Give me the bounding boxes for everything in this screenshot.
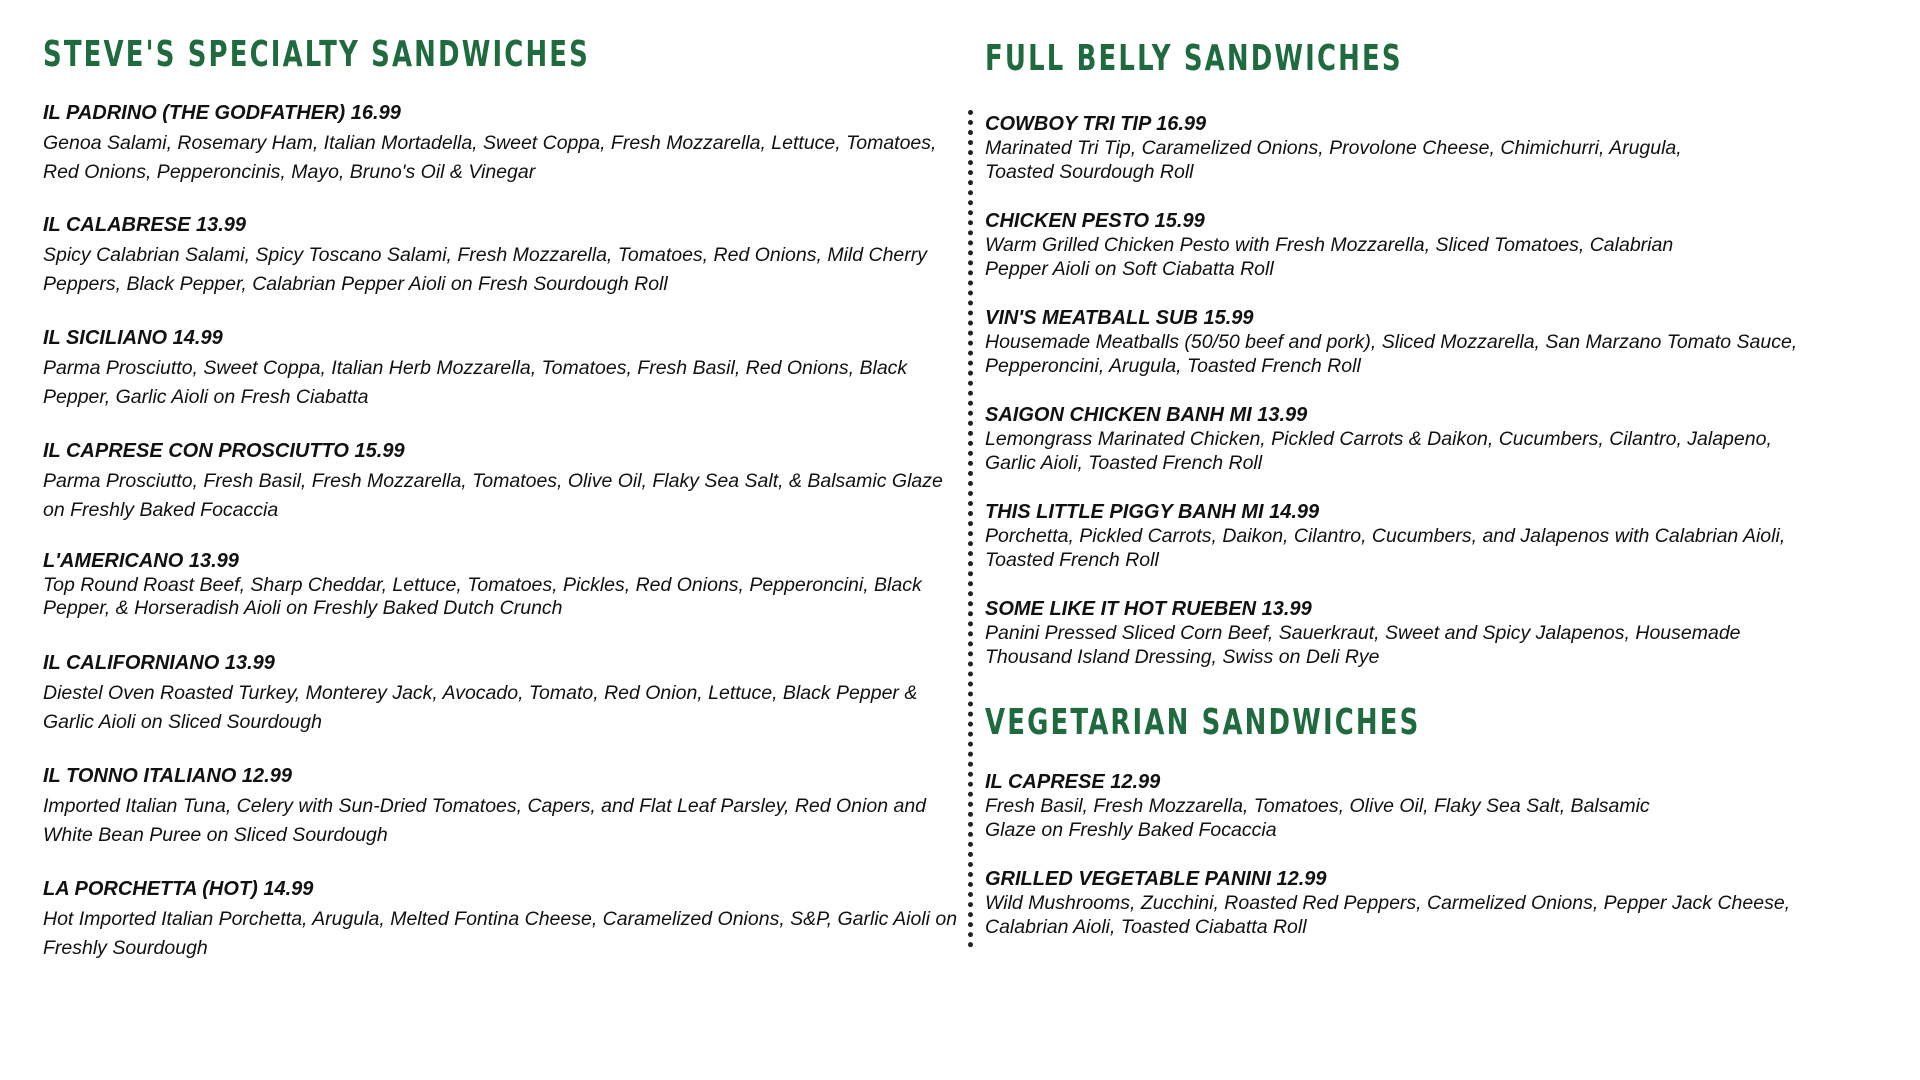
- menu-item-title: THIS LITTLE PIGGY BANH MI 14.99: [985, 501, 1320, 523]
- menu-item-description: Parma Prosciutto, Fresh Basil, Fresh Mozzarella, Tomatoes, Olive Oil, Flaky Sea Salt, & Balsamic Glaze on Freshly Baked Focaccia: [43, 470, 943, 521]
- menu-item-description: Wild Mushrooms, Zucchini, Roasted Red Peppers, Carmelized Onions, Pepper Jack Cheese, Calabrian Aioli, Toasted Ciabatta Roll: [985, 892, 1791, 938]
- menu-item-description: Marinated Tri Tip, Caramelized Onions, Provolone Cheese, Chimichurri, Arugula, Toasted Sourdough Roll: [985, 137, 1682, 183]
- menu-item-title: GRILLED VEGETABLE PANINI 12.99: [985, 868, 1327, 890]
- menu-item-title: SOME LIKE IT HOT RUEBEN 13.99: [985, 598, 1312, 620]
- menu-item-description: Fresh Basil, Fresh Mozzarella, Tomatoes, Olive Oil, Flaky Sea Salt, Balsamic Glaze on Freshly Baked Focaccia: [985, 795, 1650, 841]
- menu-item-title: VIN'S MEATBALL SUB 15.99: [985, 307, 1254, 329]
- menu-item-description: Parma Prosciutto, Sweet Coppa, Italian Herb Mozzarella, Tomatoes, Fresh Basil, Red Onions, Black Pepper, Garlic Aioli on Fresh Ciabatta: [43, 357, 908, 408]
- menu-item: [985, 209, 1885, 281]
- menu-item: [43, 100, 963, 187]
- menu-item: [985, 597, 1885, 669]
- menu-item-title: IL CALABRESE 13.99: [43, 214, 247, 236]
- menu-item-title: IL PADRINO (THE GODFATHER) 16.99: [43, 102, 401, 124]
- full-belly-sandwiches-heading: FULL BELLY SANDWICHES: [985, 38, 1403, 79]
- menu-item: [43, 548, 963, 620]
- menu-item: [43, 876, 963, 963]
- menu-item: [985, 306, 1885, 378]
- menu-item: [985, 500, 1885, 572]
- menu-item-description: Lemongrass Marinated Chicken, Pickled Carrots & Daikon, Cucumbers, Cilantro, Jalapeno, Garlic Aioli, Toasted French Roll: [985, 428, 1772, 474]
- menu-item: [43, 650, 963, 737]
- menu-item-title: COWBOY TRI TIP 16.99: [985, 113, 1207, 135]
- menu-item-title: IL SICILIANO 14.99: [43, 327, 223, 349]
- menu-item-title: CHICKEN PESTO 15.99: [985, 210, 1205, 232]
- menu-item-description: Hot Imported Italian Porchetta, Arugula, Melted Fontina Cheese, Caramelized Onions, S&P, Garlic Aioli on Freshly Sourdough: [43, 908, 958, 959]
- vegetarian-sandwiches-heading: VEGETARIAN SANDWICHES: [985, 702, 1421, 743]
- menu-item-description: Genoa Salami, Rosemary Ham, Italian Mortadella, Sweet Coppa, Fresh Mozzarella, Lettuce, Tomatoes, Red Onions, Pepperoncinis, Mayo, Bruno's Oil & Vinegar: [43, 132, 937, 183]
- column-divider: [968, 110, 973, 948]
- menu-item-title: LA PORCHETTA (HOT) 14.99: [43, 878, 314, 900]
- menu-item-title: L'AMERICANO 13.99: [43, 550, 239, 572]
- menu-item-title: SAIGON CHICKEN BANH MI 13.99: [985, 404, 1308, 426]
- menu-item: [985, 770, 1885, 842]
- menu-item-description: Panini Pressed Sliced Corn Beef, Sauerkraut, Sweet and Spicy Jalapenos, Housemade Thousand Island Dressing, Swiss on Deli Rye: [985, 622, 1741, 668]
- menu-item: [43, 763, 963, 850]
- menu-item-description: Warm Grilled Chicken Pesto with Fresh Mozzarella, Sliced Tomatoes, Calabrian Pepper Aioli on Soft Ciabatta Roll: [985, 234, 1674, 280]
- menu-item-description: Spicy Calabrian Salami, Spicy Toscano Salami, Fresh Mozzarella, Tomatoes, Red Onions, Mild Cherry Peppers, Black Pepper, Calabrian Pepper Aioli on Fresh Sourdough Roll: [43, 244, 928, 295]
- menu-item-description: Housemade Meatballs (50/50 beef and pork), Sliced Mozzarella, San Marzano Tomato Sauce, Pepperoncini, Arugula, Toasted French Roll: [985, 331, 1798, 377]
- menu-item-title: IL CAPRESE CON PROSCIUTTO 15.99: [43, 440, 405, 462]
- menu-item-title: IL CAPRESE 12.99: [985, 771, 1161, 793]
- menu-item: [985, 403, 1885, 475]
- menu-item-description: Diestel Oven Roasted Turkey, Monterey Jack, Avocado, Tomato, Red Onion, Lettuce, Black Pepper & Garlic Aioli on Sliced Sourdough: [43, 682, 918, 733]
- menu-item-title: IL CALIFORNIANO 13.99: [43, 652, 275, 674]
- menu-item: [985, 867, 1885, 939]
- menu-item: [43, 212, 963, 299]
- menu-item: [43, 325, 963, 412]
- menu-item-description: Imported Italian Tuna, Celery with Sun-Dried Tomatoes, Capers, and Flat Leaf Parsley, Red Onion and White Bean Puree on Sliced Sourdough: [43, 795, 927, 846]
- specialty-sandwiches-heading: STEVE'S SPECIALTY SANDWICHES: [43, 34, 590, 75]
- menu-item-description: Top Round Roast Beef, Sharp Cheddar, Lettuce, Tomatoes, Pickles, Red Onions, Pepperoncini, Black Pepper, & Horseradish Aioli on Freshly Baked Dutch Crunch: [43, 574, 922, 619]
- menu-item-title: IL TONNO ITALIANO 12.99: [43, 765, 292, 787]
- menu-item: [985, 112, 1885, 184]
- menu-item: [43, 438, 963, 525]
- menu-item-description: Porchetta, Pickled Carrots, Daikon, Cilantro, Cucumbers, and Jalapenos with Calabrian Aioli, Toasted French Roll: [985, 525, 1786, 571]
